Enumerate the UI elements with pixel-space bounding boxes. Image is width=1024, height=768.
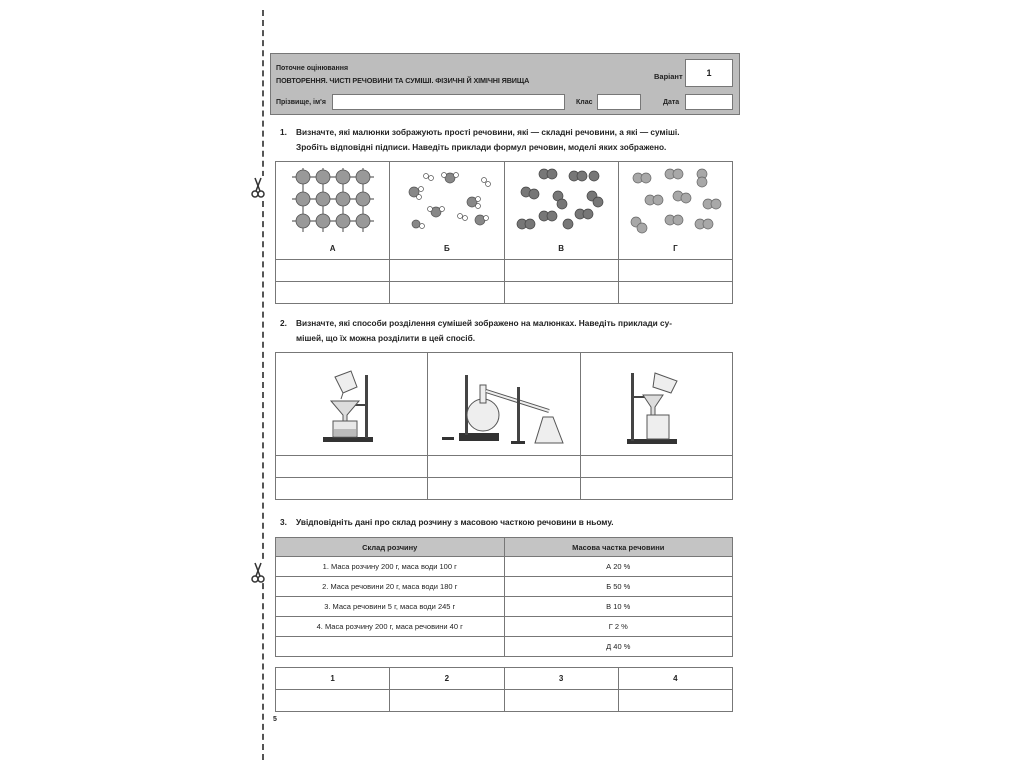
question-3	[280, 515, 614, 530]
page-number: 5	[273, 716, 277, 723]
question-text: мішей, що їх можна розділити в цей спосіб.	[296, 333, 476, 343]
answer-cell[interactable]	[276, 282, 390, 304]
picture-cell	[276, 162, 390, 260]
distillation-apparatus-image	[439, 367, 569, 447]
picture-cell	[276, 353, 428, 456]
question-number: 1.	[280, 127, 287, 137]
answer-cell[interactable]	[618, 690, 732, 712]
answer-cell[interactable]	[428, 478, 580, 500]
date-field[interactable]	[685, 94, 733, 110]
worksheet-title: ПОВТОРЕННЯ. ЧИСТІ РЕЧОВИНИ ТА СУМІШІ. ФІЗИЧНІ Й ХІМІЧНІ ЯВИЩА	[276, 76, 530, 85]
answer-cell[interactable]	[390, 282, 504, 304]
scissors-icon	[248, 176, 268, 198]
table-row	[276, 577, 733, 597]
solution-composition: 1. Маса розчину 200 г, маса води 100 г	[276, 557, 505, 577]
mass-fraction: В 10 %	[504, 597, 733, 617]
class-field[interactable]	[597, 94, 641, 110]
mass-fraction: Б 50 %	[504, 577, 733, 597]
answer-header: 2	[390, 668, 504, 690]
answer-cell[interactable]	[276, 478, 428, 500]
worksheet-header	[270, 53, 740, 115]
date-label: Дата	[663, 99, 680, 106]
answer-cell[interactable]	[580, 456, 732, 478]
table-row	[276, 637, 733, 657]
picture-cell	[428, 353, 580, 456]
mass-fraction: Д 40 %	[504, 637, 733, 657]
column-header: Склад розчину	[276, 538, 505, 557]
question-text: Визначте, які малюнки зображують прості речовини, які — складні речовини, а які — суміші.	[296, 127, 680, 137]
molecules-model-image	[400, 168, 494, 234]
answer-cell[interactable]	[276, 456, 428, 478]
answer-cell[interactable]	[618, 260, 732, 282]
answer-cell[interactable]	[504, 282, 618, 304]
answer-cell[interactable]	[618, 282, 732, 304]
answer-grid	[275, 667, 733, 712]
solution-composition	[276, 637, 505, 657]
lattice-model-image	[288, 168, 378, 234]
class-label: Клас	[576, 99, 593, 106]
mixture-model-image	[514, 168, 608, 234]
question-2	[280, 316, 672, 346]
picture-label-a: А	[329, 244, 336, 253]
assessment-type: Поточне оцінювання	[276, 65, 349, 72]
question-text: Визначте, які способи розділення сумішей зображено на малюнках. Наведіть приклади су-	[296, 318, 673, 328]
mass-fraction: А 20 %	[504, 557, 733, 577]
answer-header: 4	[618, 668, 732, 690]
cut-line	[262, 10, 264, 760]
picture-label-v: В	[558, 244, 565, 253]
question-number: 3.	[280, 517, 287, 527]
answer-cell[interactable]	[504, 690, 618, 712]
picture-cell	[618, 162, 732, 260]
q1-table	[275, 161, 733, 304]
picture-cell	[390, 162, 504, 260]
column-header: Масова частка речовини	[504, 538, 733, 557]
answer-cell[interactable]	[276, 260, 390, 282]
table-row	[276, 557, 733, 577]
answer-cell[interactable]	[504, 260, 618, 282]
simple-substance-molecules-image	[628, 168, 722, 234]
answer-cell[interactable]	[390, 690, 504, 712]
question-text: Зробіть відповідні підписи. Наведіть приклади формул речовин, моделі яких зображено.	[296, 142, 667, 152]
solution-composition: 2. Маса речовини 20 г, маса води 180 г	[276, 577, 505, 597]
solution-composition: 3. Маса речовини 5 г, маса води 245 г	[276, 597, 505, 617]
picture-label-g: Г	[673, 244, 678, 253]
variant-box: 1	[685, 59, 733, 87]
picture-label-b: Б	[444, 244, 450, 253]
answer-cell[interactable]	[276, 690, 390, 712]
answer-cell[interactable]	[428, 456, 580, 478]
question-number: 2.	[280, 318, 287, 328]
filtration-apparatus-image	[317, 367, 387, 447]
name-label: Прізвище, ім'я	[276, 99, 326, 106]
scissors-icon	[248, 561, 268, 583]
answer-header: 3	[504, 668, 618, 690]
table-row	[276, 597, 733, 617]
picture-cell	[504, 162, 618, 260]
answer-header: 1	[276, 668, 390, 690]
answer-cell[interactable]	[580, 478, 732, 500]
question-text: Увідповідніть дані про склад розчину з масовою часткою речовини в ньому.	[296, 517, 614, 527]
q2-table	[275, 352, 733, 500]
table-row	[276, 617, 733, 637]
mass-fraction: Г 2 %	[504, 617, 733, 637]
name-field[interactable]	[332, 94, 565, 110]
evaporation-apparatus-image	[621, 367, 691, 447]
question-1	[280, 125, 680, 155]
solution-composition: 4. Маса розчину 200 г, маса речовини 40 г	[276, 617, 505, 637]
picture-cell	[580, 353, 732, 456]
variant-label: Варіант	[654, 72, 683, 81]
answer-cell[interactable]	[390, 260, 504, 282]
solution-matching-table	[275, 537, 733, 657]
